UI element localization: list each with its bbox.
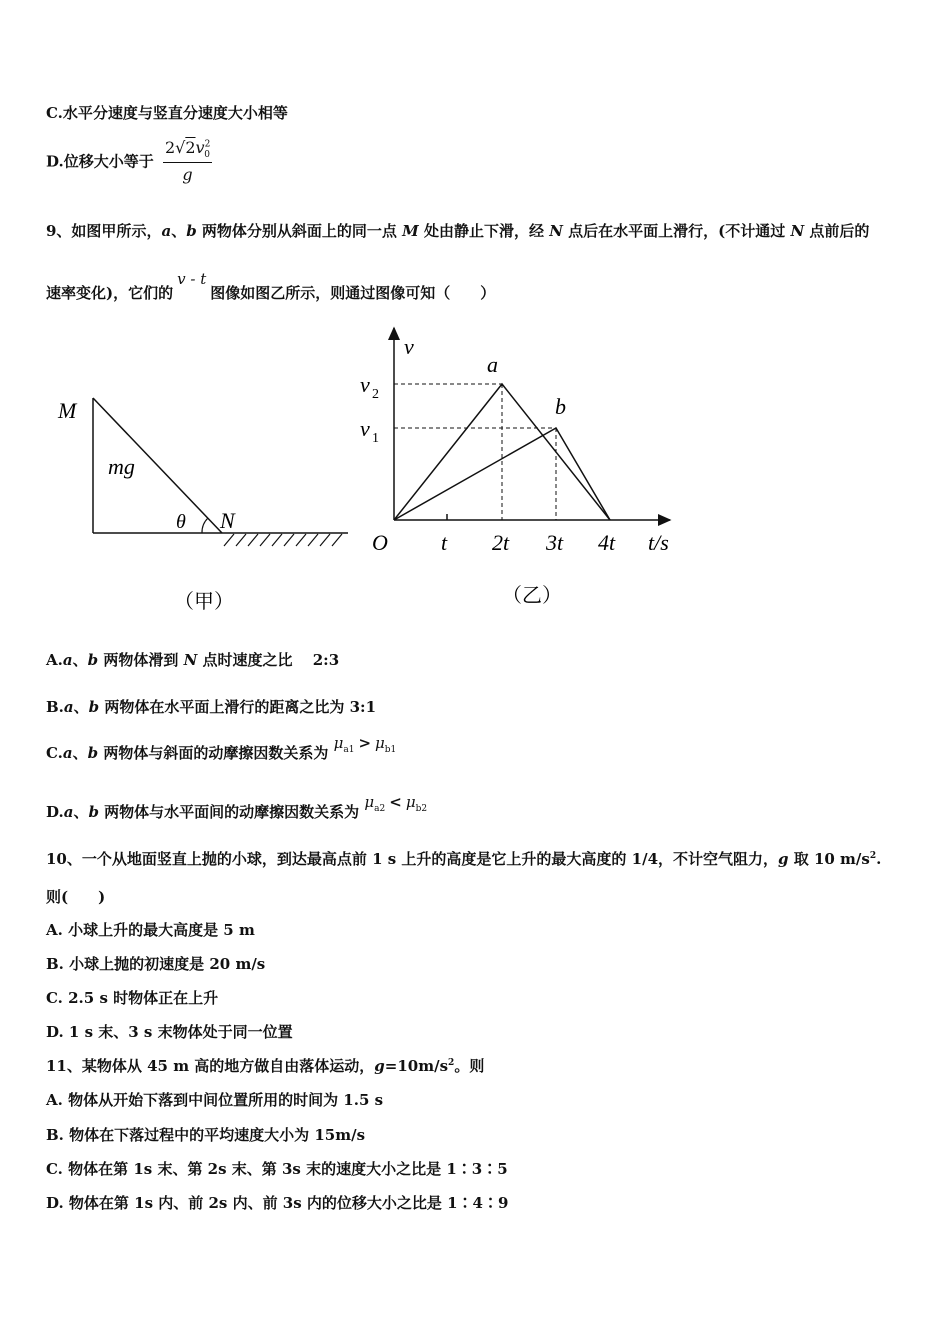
figure-yi <box>352 318 692 618</box>
caption-jia: （甲） <box>174 591 234 613</box>
label-v1-sub: 1 <box>372 431 379 446</box>
q9-stem-line2: 速率变化)，它们的v - t图像如图乙所示，则通过图像可知（ ） <box>46 270 496 302</box>
q8-option-d-fraction: $\frac{2√2v^2_0}{g}$ <box>164 138 211 185</box>
label-M: M <box>58 398 77 423</box>
q9-stem-line1: 9、如图甲所示，a、b 两物体分别从斜面上的同一点 M 处由静止下滑，经 N 点后在水平面上滑行，(不计通过 N 点前后的 <box>46 222 870 240</box>
q8-option-c: C.水平分速度与竖直分速度大小相等 <box>46 104 288 122</box>
q10-option-c: C. 2.5 s 时物体正在上升 <box>46 989 219 1007</box>
q11-option-a: A. 物体从开始下落到中间位置所用的时间为 1.5 s <box>46 1091 384 1109</box>
q10-option-d: D. 1 s 末、3 s 末物体处于同一位置 <box>46 1023 293 1041</box>
label-mg: mg <box>108 454 135 479</box>
q9-option-d: D.a、b 两物体与水平面间的动摩擦因数关系为 $\mu_{a2} < \mu_{b2}$ <box>46 793 428 821</box>
q10-stem-line2: 则( ) <box>46 888 106 906</box>
axis-label-v: v <box>404 334 414 359</box>
caption-yi: （乙） <box>502 585 562 607</box>
q11-option-c: C. 物体在第 1s 末、第 2s 末、第 3s 末的速度大小之比是 1∶3∶5 <box>46 1160 508 1178</box>
label-N: N <box>220 508 235 533</box>
label-point-a: a <box>487 352 498 377</box>
tick-t: t <box>441 530 448 555</box>
q9-option-a: A.a、b 两物体滑到 N 点时速度之比 2:3 <box>46 651 340 669</box>
figure-jia <box>46 388 356 620</box>
label-theta: θ <box>176 511 186 533</box>
axis-label-ts: t/s <box>648 530 669 555</box>
q10-stem-line1: 10、一个从地面竖直上抛的小球，到达最高点前 1 s 上升的高度是它上升的最大高度的 1/4，不计空气阻力，g 取 10 $m/s^2$. <box>46 850 882 868</box>
label-origin: O <box>372 530 388 555</box>
label-v1: v <box>360 416 370 441</box>
q10-option-a: A. 小球上升的最大高度是 5 m <box>46 921 255 939</box>
tick-3t: 3t <box>546 530 564 555</box>
tick-2t: 2t <box>492 530 510 555</box>
q11-option-d: D. 物体在第 1s 内、前 2s 内、前 3s 内的位移大小之比是 1∶4∶9 <box>46 1194 509 1212</box>
q9-option-c: C.a、b 两物体与斜面的动摩擦因数关系为 $\mu_{a1} > \mu_{b1}$ <box>46 734 397 762</box>
label-v2: v <box>360 372 370 397</box>
q8-option-d <box>46 138 212 184</box>
q11-option-b: B. 物体在下落过程中的平均速度大小为 15m/s <box>46 1126 366 1144</box>
label-point-b: b <box>555 394 566 419</box>
q9-option-b: B.a、b 两物体在水平面上滑行的距离之比为 3:1 <box>46 698 377 716</box>
label-v2-sub: 2 <box>372 387 379 402</box>
tick-4t: 4t <box>598 530 616 555</box>
q8-option-d-text: D.位移大小等于 <box>46 152 154 171</box>
q10-option-b: B. 小球上抛的初速度是 20 m/s <box>46 955 266 973</box>
q11-stem: 11、某物体从 45 m 高的地方做自由落体运动，$g=10m/s^2$。则 <box>46 1057 485 1075</box>
